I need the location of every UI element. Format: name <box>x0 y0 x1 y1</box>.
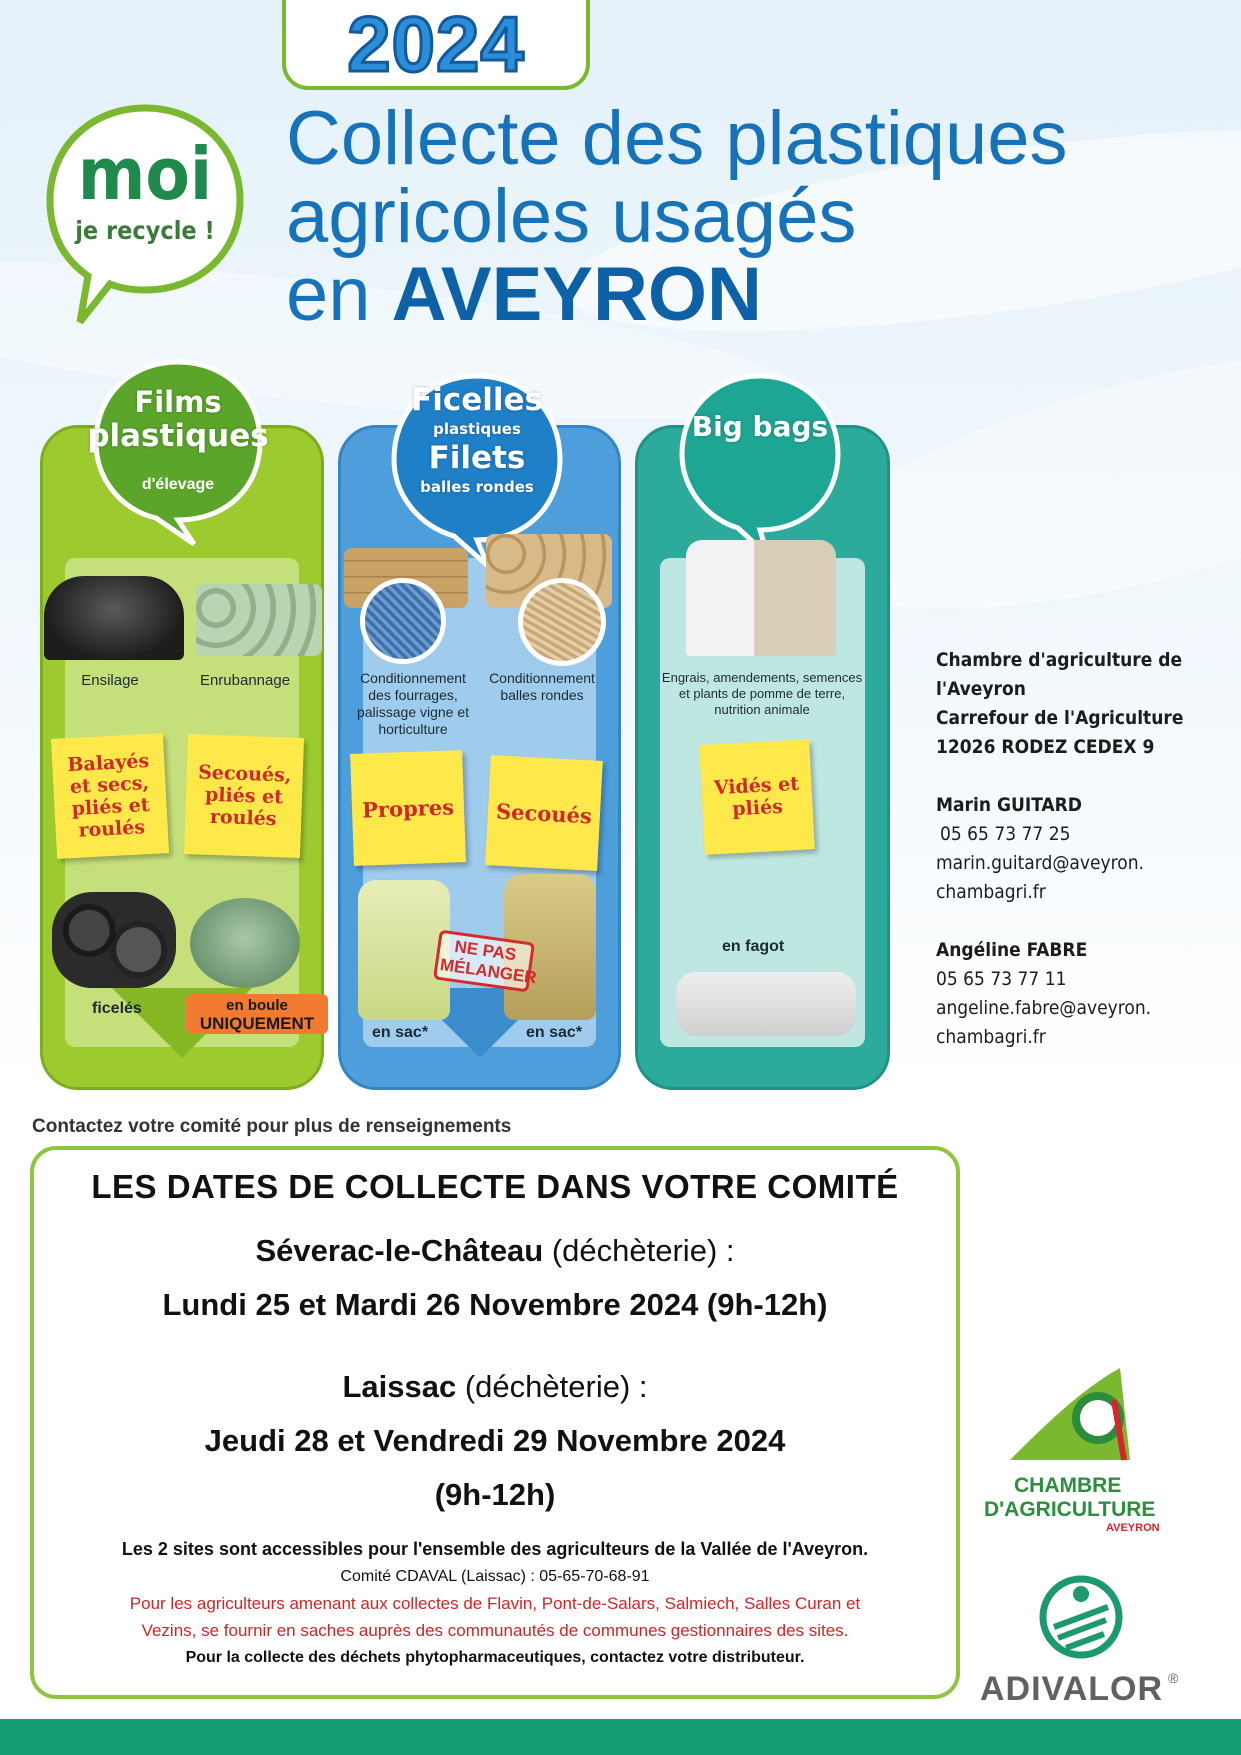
page-title <box>286 96 1186 337</box>
chambre-logo-line-2: D'AGRICULTURE <box>984 1498 1156 1521</box>
contact-address-1: Carrefour de l'Agriculture <box>936 707 1184 729</box>
site-2-hours: (9h-12h) <box>434 1477 556 1512</box>
en-boule-photo <box>190 898 300 988</box>
adivalor-logo <box>980 1572 1190 1712</box>
ficelles-caption-2: Conditionnement balles rondes <box>489 670 595 703</box>
ficelles-en-sac-label: en sac* <box>372 1024 429 1041</box>
site-2 <box>34 1360 956 1522</box>
adivalor-emblem-icon <box>1036 1572 1126 1662</box>
year-text: 2024 <box>347 0 525 88</box>
ficelles-caption-1: Conditionnement des fourrages, palissage vigne et horticulture <box>356 670 470 737</box>
films-note-2: Secoués, pliés et roulés <box>184 734 304 858</box>
films-note-1: Balayés et secs, pliés et roulés <box>51 733 169 859</box>
contact-org-1: Chambre d'agriculture de <box>936 649 1183 671</box>
films-title-2: plastiques <box>87 418 269 454</box>
contact-org-2: l'Aveyron <box>936 678 1026 700</box>
contact-address-2: 12026 RODEZ CEDEX 9 <box>936 736 1155 758</box>
chambre-logo-icon <box>980 1360 1180 1470</box>
filets-en-sac-label: en sac* <box>526 1024 583 1041</box>
title-line-1: Collecte des plastiques <box>286 96 1068 181</box>
dates-heading: LES DATES DE COLLECTE DANS VOTRE COMITÉ <box>91 1168 899 1205</box>
contact-person-1-name: Marin GUITARD <box>936 794 1082 816</box>
speech-bubble-icon <box>676 370 844 560</box>
bags-note-line-1: Pour les agriculteurs amenant aux collectes de Flavin, Pont-de-Salars, Salmiech, Salles Curan et <box>129 1594 861 1613</box>
enrubannage-photo <box>196 584 322 656</box>
contact-person-1-email-2[interactable]: chambagri.fr <box>936 881 1046 903</box>
big-bags-photo <box>686 540 836 656</box>
year-banner <box>282 0 590 90</box>
committee-phone: Comité CDAVAL (Laissac) : 05-65-70-68-91 <box>340 1568 650 1585</box>
ficelles-note-2: Secoués <box>485 755 603 871</box>
bigbags-title: Big bags <box>691 410 829 443</box>
ne-pas-melanger-stamp: NE PAS MÉLANGER <box>433 930 535 993</box>
phyto-note: Pour la collecte des déchets phytopharmaceutiques, contactez votre distributeur. <box>185 1649 805 1666</box>
contact-person-2-phone: 05 65 73 77 11 <box>936 968 1067 990</box>
bigbags-note: Vidés et pliés <box>699 739 815 855</box>
moi-je-recycle-badge <box>40 100 250 310</box>
contact-person-1-email-1[interactable]: marin.guitard@aveyron. <box>936 852 1144 874</box>
ficelles-note-1: Propres <box>350 750 466 866</box>
contact-person-2-email-1[interactable]: angeline.fabre@aveyron. <box>936 997 1152 1019</box>
adivalor-text: ADIVALOR <box>980 1670 1164 1708</box>
access-note: Les 2 sites sont accessibles pour l'ensemble des agriculteurs de la Vallée de l'Aveyron. <box>121 1539 869 1559</box>
ficelles-bubble <box>388 370 566 548</box>
site-1-dates: Lundi 25 et Mardi 26 Novembre 2024 (9h-12h) <box>162 1287 828 1322</box>
ensilage-photo <box>44 576 184 660</box>
collection-dates-box <box>30 1146 960 1699</box>
site-2-dates: Jeudi 28 et Vendredi 29 Novembre 2024 <box>204 1423 786 1458</box>
ficelles-title-3: Filets <box>428 440 526 476</box>
ficelles-title-4: balles rondes <box>420 478 534 496</box>
ficelles-title-2: plastiques <box>433 420 521 438</box>
contact-person-2-email-2[interactable]: chambagri.fr <box>936 1026 1046 1048</box>
je-recycle-text: je recycle ! <box>75 216 215 245</box>
site-1 <box>34 1224 956 1332</box>
films-bubble <box>87 356 269 532</box>
en-fagot-label: en fagot <box>722 938 785 955</box>
films-subtitle: d'élevage <box>141 476 215 493</box>
contact-person-2-name: Angéline FABRE <box>936 939 1088 961</box>
contact-person-1-phone: 05 65 73 77 25 <box>940 823 1071 845</box>
adivalor-registered-mark: ® <box>1168 1670 1179 1686</box>
twine-detail-photo <box>360 578 446 664</box>
title-region: AVEYRON <box>391 252 762 337</box>
moi-text: moi <box>77 132 213 216</box>
bags-note-line-2: Vezins, se fournir en saches auprès des communautés de communes gestionnaires des sites. <box>141 1621 849 1640</box>
footer-bar <box>0 1719 1241 1755</box>
net-detail-photo <box>518 578 606 666</box>
ficeles-photo <box>52 892 176 988</box>
ficelles-title-1: Ficelles <box>411 382 543 418</box>
contact-block <box>936 646 1236 1052</box>
bigbags-caption: Engrais, amendements, semences et plants de pomme de terre, nutrition animale <box>661 670 863 717</box>
enrubannage-label: Enrubannage <box>199 672 291 689</box>
title-line-3: en AVEYRON <box>286 252 762 337</box>
films-title-1: Films <box>134 385 222 419</box>
folded-big-bags-photo <box>676 972 856 1036</box>
site-1-type: (déchèterie) : <box>543 1233 735 1268</box>
en-boule-text: en boule <box>226 997 288 1014</box>
chambre-agriculture-logo <box>980 1360 1180 1540</box>
chambre-logo-line-1: CHAMBRE <box>1014 1474 1122 1497</box>
site-2-name: Laissac <box>342 1369 457 1404</box>
uniquement-text: UNIQUEMENT <box>199 1014 315 1033</box>
title-line-2: agricoles usagés <box>286 174 857 259</box>
contact-note: Contactez votre comité pour plus de renseignements <box>32 1116 512 1137</box>
ensilage-label: Ensilage <box>81 672 139 689</box>
chambre-logo-line-3: AVEYRON <box>1106 1522 1160 1534</box>
en-boule-badge <box>186 994 328 1034</box>
site-2-type: (déchèterie) : <box>456 1369 648 1404</box>
bigbags-bubble <box>676 370 844 538</box>
ficeles-label: ficelés <box>92 1000 142 1017</box>
site-1-name: Séverac-le-Château <box>255 1233 544 1268</box>
